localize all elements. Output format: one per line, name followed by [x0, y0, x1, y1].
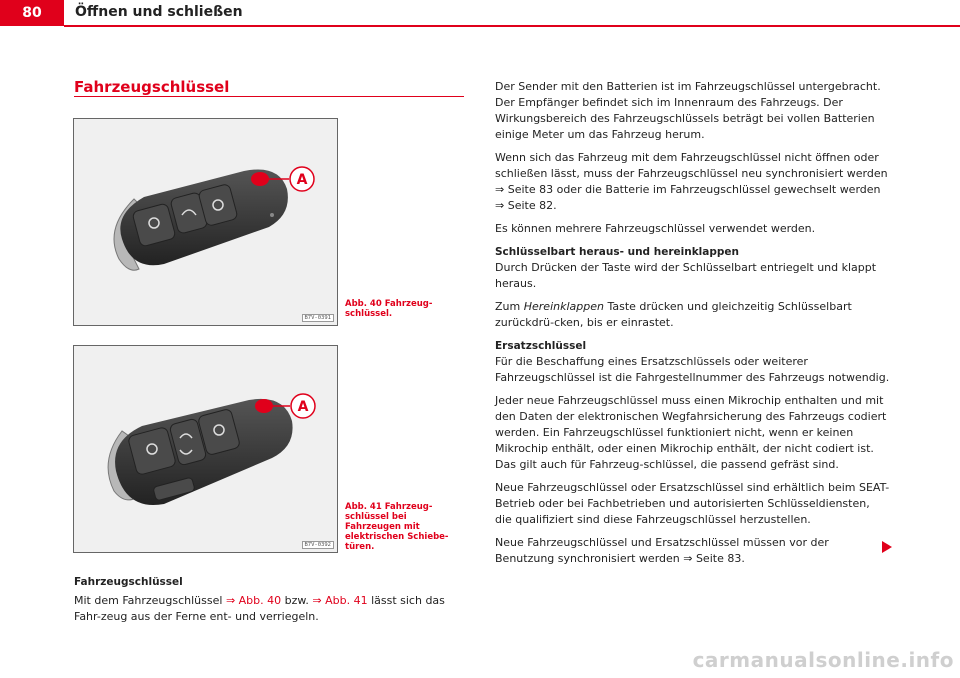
paragraph: Es können mehrere Fahrzeugschlüssel verwendet werden.: [495, 222, 816, 235]
text-span: Mit dem Fahrzeugschlüssel: [74, 594, 226, 607]
key-illustration-1: [74, 119, 337, 325]
figure-code: B7V-0392: [302, 541, 335, 549]
subheading: Schlüsselbart heraus- und hereinklappen: [495, 246, 739, 258]
header-rule: [64, 25, 960, 27]
left-heading: Fahrzeugschlüssel: [74, 576, 183, 588]
figure-link-41[interactable]: ⇒ Abb. 41: [312, 594, 368, 607]
figure-caption-2: Abb. 41 Fahrzeug-schlüssel bei Fahrzeugen mit elektrischen Schiebe-türen.: [345, 502, 449, 552]
text-span: Taste drücken und gleichzeitig Schlüsselbart zurückdrü-cken, bis er einrastet.: [495, 300, 852, 329]
text-span: Zum: [495, 300, 524, 313]
continue-arrow-icon: [882, 541, 892, 553]
page-title: Öffnen und schließen: [75, 4, 243, 20]
led-dot: [270, 213, 274, 217]
paragraph: Neue Fahrzeugschlüssel und Ersatzschlüssel müssen vor der Benutzung synchronisiert werden ⇒ Seite 83.: [495, 536, 829, 565]
paragraph: Der Sender mit den Batterien ist im Fahrzeugschlüssel untergebracht. Der Empfänger befindet sich im Innenraum des Fahrzeugs. Der Wirkungsbereich des Fahrzeugschlüssels beträgt bei vollen Batterien einige Meter um das Fahrzeug herum.: [495, 80, 881, 141]
release-button-shape: [251, 172, 269, 186]
text-span: bzw.: [281, 594, 313, 607]
paragraph: Für die Beschaffung eines Ersatzschlüssels oder weiterer Fahrzeugschlüssel ist die Fahrgestellnummer des Fahrzeugs notwendig.: [495, 355, 890, 384]
figure-key-2: [73, 345, 338, 553]
section-rule: [74, 96, 464, 97]
release-button-shape: [255, 399, 273, 413]
paragraph: Jeder neue Fahrzeugschlüssel muss einen Mikrochip enthalten und mit den Daten der elektronischen Wegfahrsicherung des Fahrzeugs codiert werden. Ein Fahrzeugschlüssel funktioniert nicht, wenn er keinen Mikrochip enthält, oder einen Mikrochip enthält, der nicht codiert ist. Das gilt auch für Fahrzeug-schlüssel, die passend gefräst sind.: [495, 394, 887, 471]
figure-key-1: [73, 118, 338, 326]
callout-label: A: [296, 172, 308, 188]
page-number: 80: [0, 0, 64, 26]
text-span: lässt sich das Fahr-zeug aus der Ferne ent- und verriegeln.: [74, 594, 445, 623]
figure-code: B7V-0391: [302, 314, 335, 322]
subheading: Ersatzschlüssel: [495, 340, 587, 352]
section-title: Fahrzeugschlüssel: [74, 78, 230, 96]
key-illustration-2: [74, 346, 337, 552]
right-body: [495, 79, 890, 574]
figure-caption-1: Abb. 40 Fahrzeug-schlüssel.: [345, 299, 433, 319]
left-paragraph: [74, 593, 469, 625]
left-body: [74, 574, 469, 625]
callout-label: A: [297, 399, 309, 415]
paragraph: Neue Fahrzeugschlüssel oder Ersatzschlüssel sind erhältlich beim SEAT-Betrieb oder bei Fachbetrieben und autorisierten Schlüsseldiensten, die qualifiziert sind diese Fahrzeugschlüssel herzustellen.: [495, 481, 890, 526]
figure-link-40[interactable]: ⇒ Abb. 40: [225, 594, 282, 607]
italic-term: Hereinklappen: [523, 300, 604, 313]
paragraph: Wenn sich das Fahrzeug mit dem Fahrzeugschlüssel nicht öffnen oder schließen lässt, muss der Fahrzeugschlüssel neu synchronisiert werden ⇒ Seite 83 oder die Batterie im Fahrzeugschlüssel gewechselt werden ⇒ Seite 82.: [495, 151, 888, 212]
page-header: [0, 0, 960, 29]
paragraph: [495, 299, 890, 331]
watermark: carmanualsonline.info: [692, 648, 954, 672]
paragraph: Durch Drücken der Taste wird der Schlüsselbart entriegelt und klappt heraus.: [495, 261, 877, 290]
